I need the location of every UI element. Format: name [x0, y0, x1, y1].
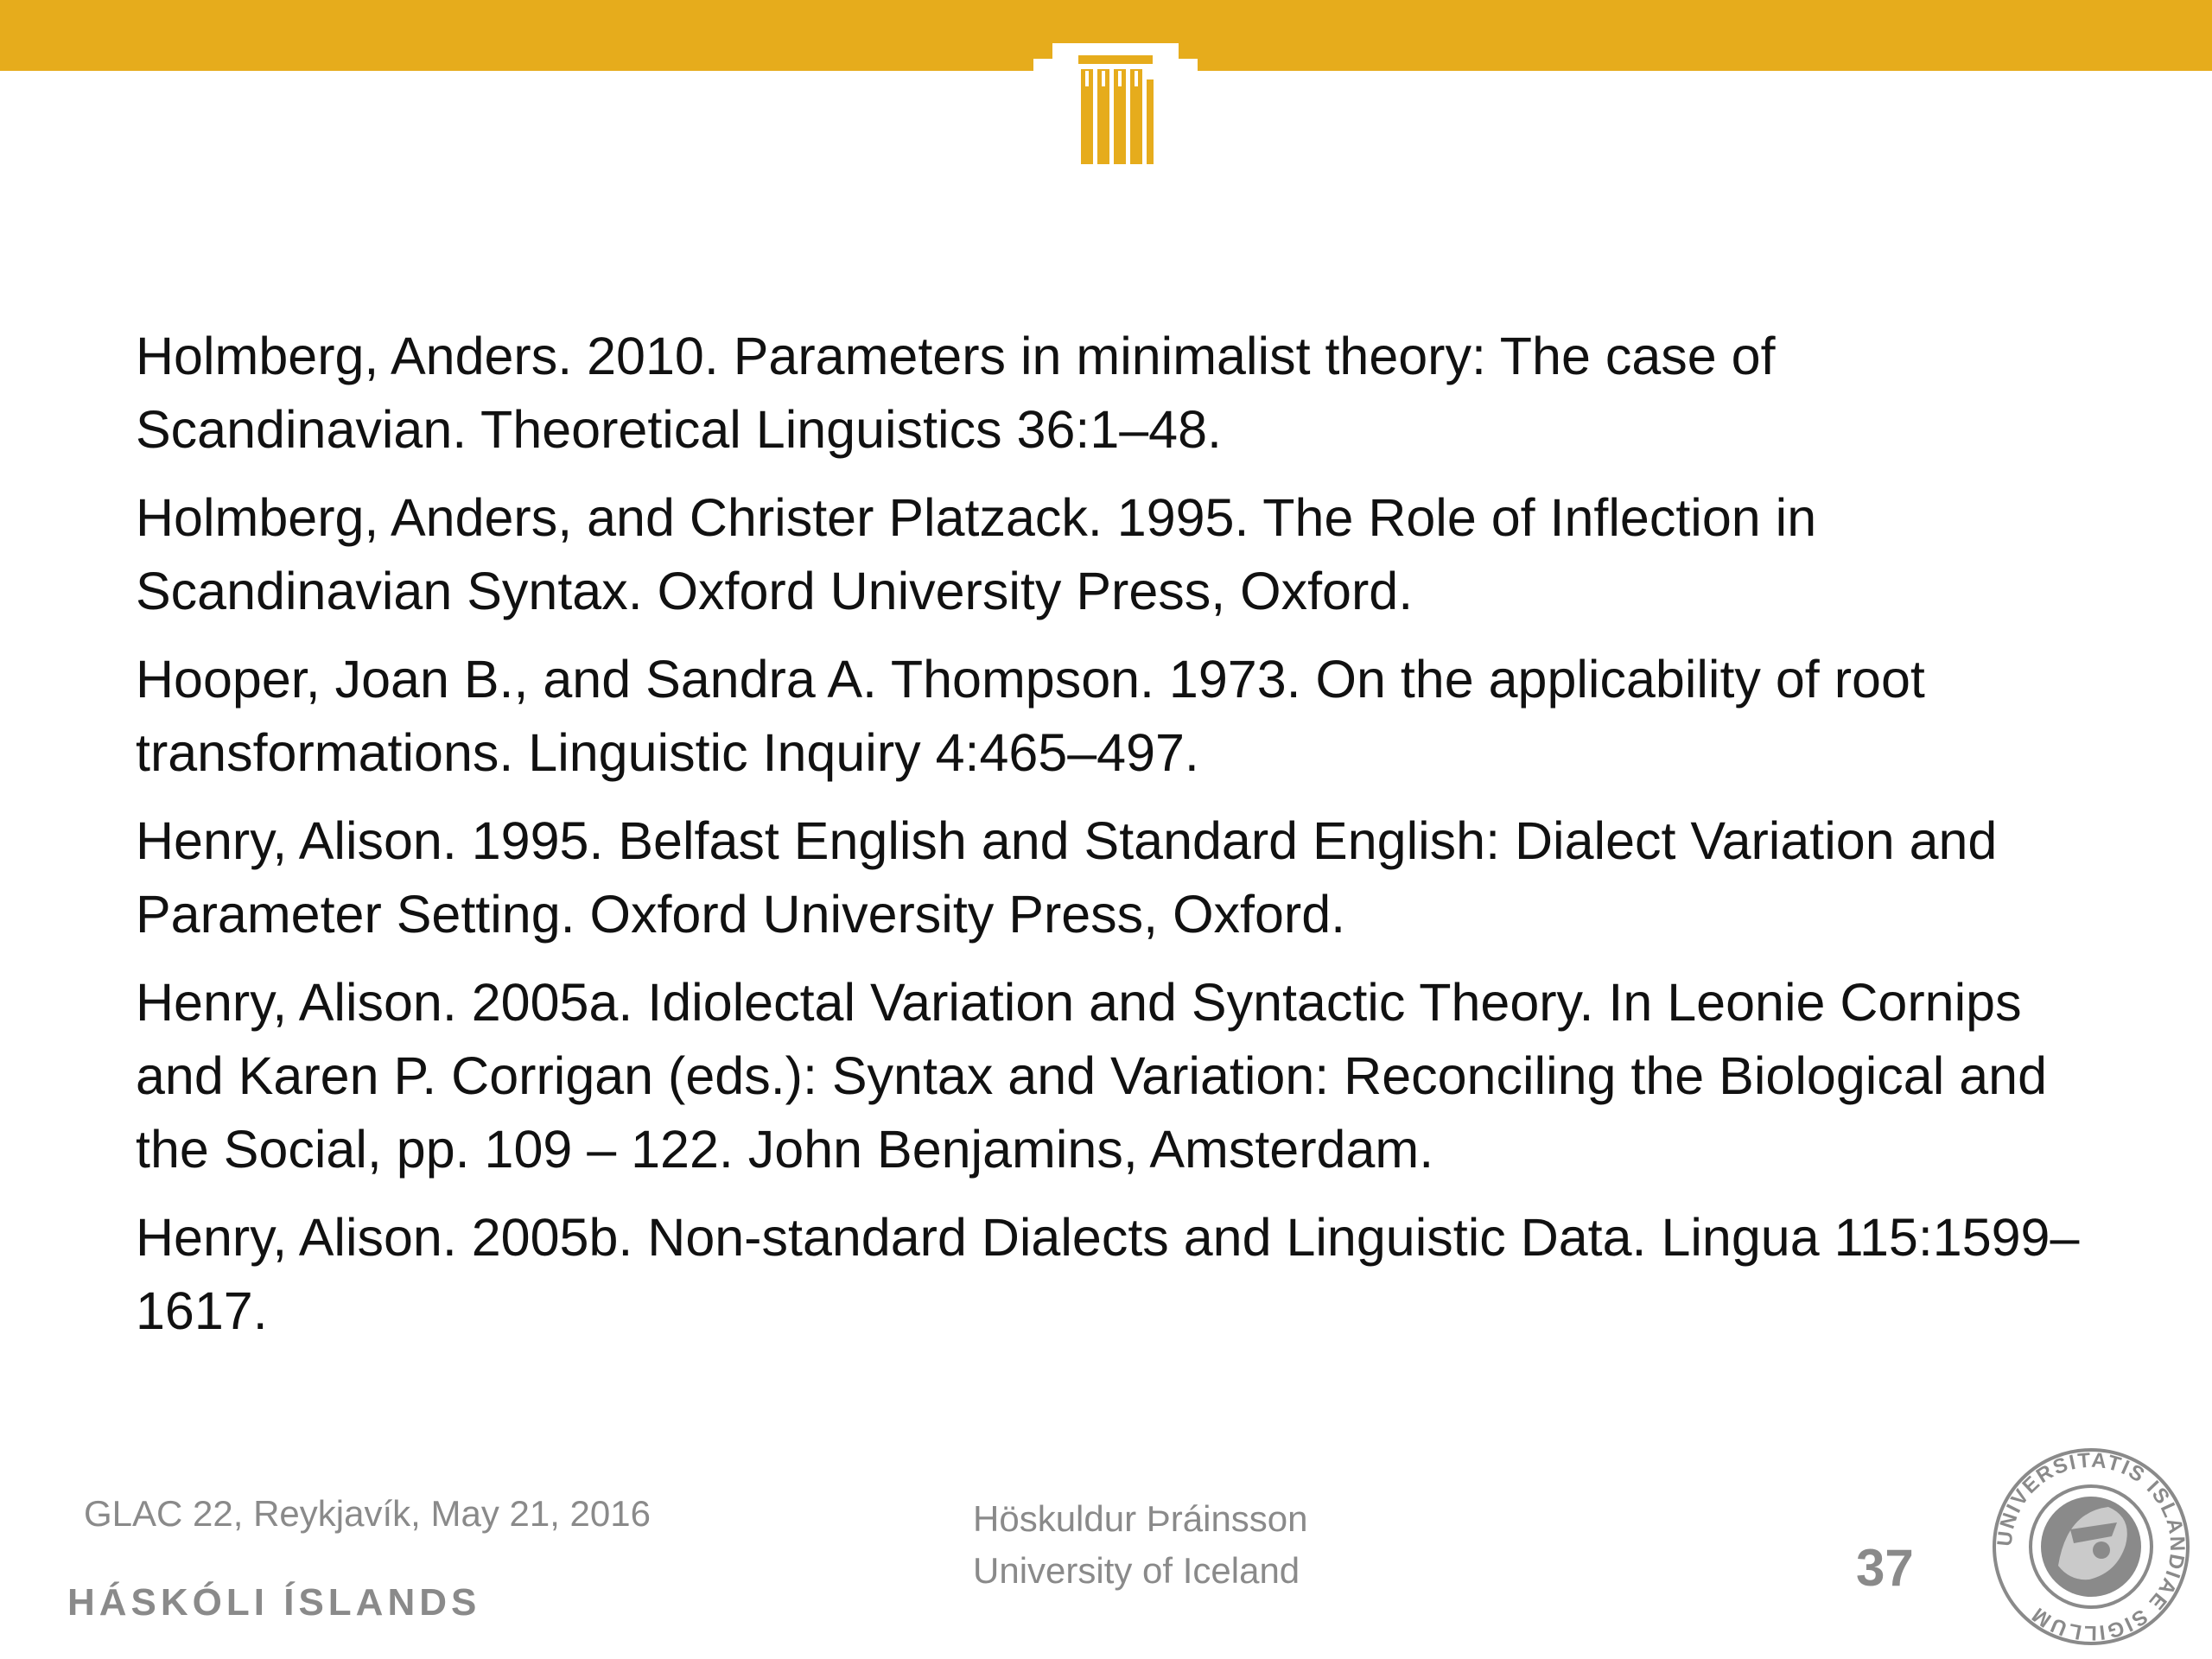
- footer-event: GLAC 22, Reykjavík, May 21, 2016: [84, 1493, 651, 1534]
- author-affiliation: University of Iceland: [973, 1550, 1300, 1591]
- footer-author-block: [973, 1493, 1308, 1597]
- author-name: Höskuldur Þráinsson: [973, 1498, 1308, 1539]
- reference-entry: Henry, Alison. 1995. Belfast English and Standard English: Dialect Variation and Parameter Setting. Oxford University Press, Oxford.: [136, 811, 1998, 944]
- university-seal-icon: [1987, 1443, 2195, 1650]
- reference-entry: Holmberg, Anders, and Christer Platzack. 1995. The Role of Inflection in Scandinavian Syntax. Oxford University Press, Oxford.: [136, 488, 1817, 620]
- column-emblem-icon: [1033, 43, 1198, 168]
- university-wordmark: HÁSKÓLI ÍSLANDS: [67, 1581, 481, 1624]
- reference-entry: Hooper, Joan B., and Sandra A. Thompson. 1973. On the applicability of root transformations. Linguistic Inquiry 4:465–497.: [136, 650, 1925, 782]
- reference-list: [136, 320, 2088, 1363]
- reference-entry: Henry, Alison. 2005a. Idiolectal Variation and Syntactic Theory. In Leonie Cornips and Karen P. Corrigan (eds.): Syntax and Variation: Reconciling the Biological and the Social, pp. 109 – 122. John Benjamins, Amsterdam.: [136, 973, 2047, 1179]
- seal-text: UNIVERSITATIS ISLANDIAE SIGILLUM: [1993, 1448, 2190, 1645]
- page-number: 37: [1856, 1539, 1914, 1597]
- reference-entry: Holmberg, Anders. 2010. Parameters in minimalist theory: The case of Scandinavian. Theoretical Linguistics 36:1–48.: [136, 327, 1776, 459]
- reference-entry: Henry, Alison. 2005b. Non-standard Dialects and Linguistic Data. Lingua 115:1599–1617.: [136, 1208, 2080, 1340]
